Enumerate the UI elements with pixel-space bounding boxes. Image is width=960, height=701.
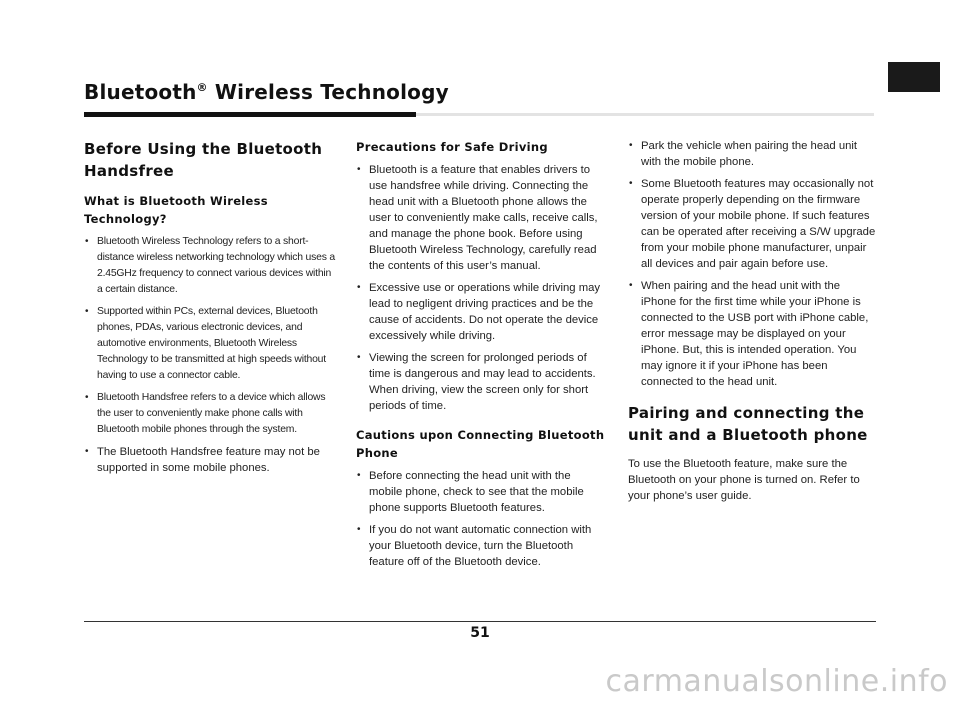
column-middle [356,138,606,576]
section-heading-before-using: Before Using the Bluetooth Handsfree [84,140,323,180]
list-item: • Some Bluetooth features may occasionally not operate properly depending on the firmware version of your mobile phone. If such features can be operated after receiving a S/W upgrade from your mobile phone manufacturer, unpair all devices and pair again before use. [628,176,878,272]
title-underline-accent [84,112,416,117]
cautions-list [356,468,606,570]
chapter-title-rest: Wireless Technology [207,80,449,104]
subheading-what-is-bluetooth: What is Bluetooth Wireless Technology? [84,194,268,226]
registered-mark: ® [196,81,208,94]
column-left [84,138,336,482]
list-item: • Supported within PCs, external devices, Bluetooth phones, PDAs, various electronic devices, and automotive environments, Bluetooth Wireless Technology to be transmitted at high speeds without having to use a connector cable. [84,304,336,384]
list-item: • Bluetooth Wireless Technology refers to a short-distance wireless networking technology which uses a 2.45GHz frequency to connect various devices within a certain distance. [84,234,336,298]
list-item: • Park the vehicle when pairing the head unit with the mobile phone. [628,138,878,170]
watermark: carmanualsonline.info [605,664,948,699]
chapter-title [84,80,449,104]
safe-driving-list [356,162,606,414]
subheading-safe-driving: Precautions for Safe Driving [356,140,548,154]
pairing-intro-paragraph: To use the Bluetooth feature, make sure the Bluetooth on your phone is turned on. Refer to your phone’s user guide. [628,458,860,502]
pairing-notes-list [628,138,878,390]
list-item: • When pairing and the head unit with the iPhone for the first time while your iPhone is connected to the USB port with iPhone cable, error message may be displayed on your iPhone. But, this is intended operation. You may ignore it if your iPhone has been connected to the head unit. [628,278,878,390]
bluetooth-definition-list [84,234,336,476]
list-item: • Excessive use or operations while driving may lead to negligent driving practices and be the cause of accidents. Do not operate the device excessively while driving. [356,280,606,344]
list-item: • Viewing the screen for prolonged periods of time is dangerous and may lead to accidents. When driving, view the screen only for short periods of time. [356,350,606,414]
chapter-tab-marker [888,62,940,92]
subheading-cautions-connecting: Cautions upon Connecting Bluetooth Phone [356,428,605,460]
column-right [628,138,878,504]
page-number: 51 [470,625,490,641]
list-item: • Bluetooth is a feature that enables drivers to use handsfree while driving. Connecting the head unit with a Bluetooth phone allows the user to conveniently make calls, receive calls, and manage the phone book. Before using Bluetooth Wireless Technology, carefully read the contents of this user’s manual. [356,162,606,274]
section-heading-pairing: Pairing and connecting the unit and a Bluetooth phone [628,404,868,444]
list-item: • Bluetooth Handsfree refers to a device which allows the user to conveniently make phone calls with Bluetooth mobile phones through the system. [84,390,336,438]
list-item: • Before connecting the head unit with the mobile phone, check to see that the mobile phone supports Bluetooth features. [356,468,606,516]
list-item: • If you do not want automatic connection with your Bluetooth device, turn the Bluetooth feature off of the Bluetooth device. [356,522,606,570]
list-item: • The Bluetooth Handsfree feature may not be supported in some mobile phones. [84,444,336,476]
chapter-title-text: Bluetooth [84,80,197,104]
footer-rule [84,621,876,622]
